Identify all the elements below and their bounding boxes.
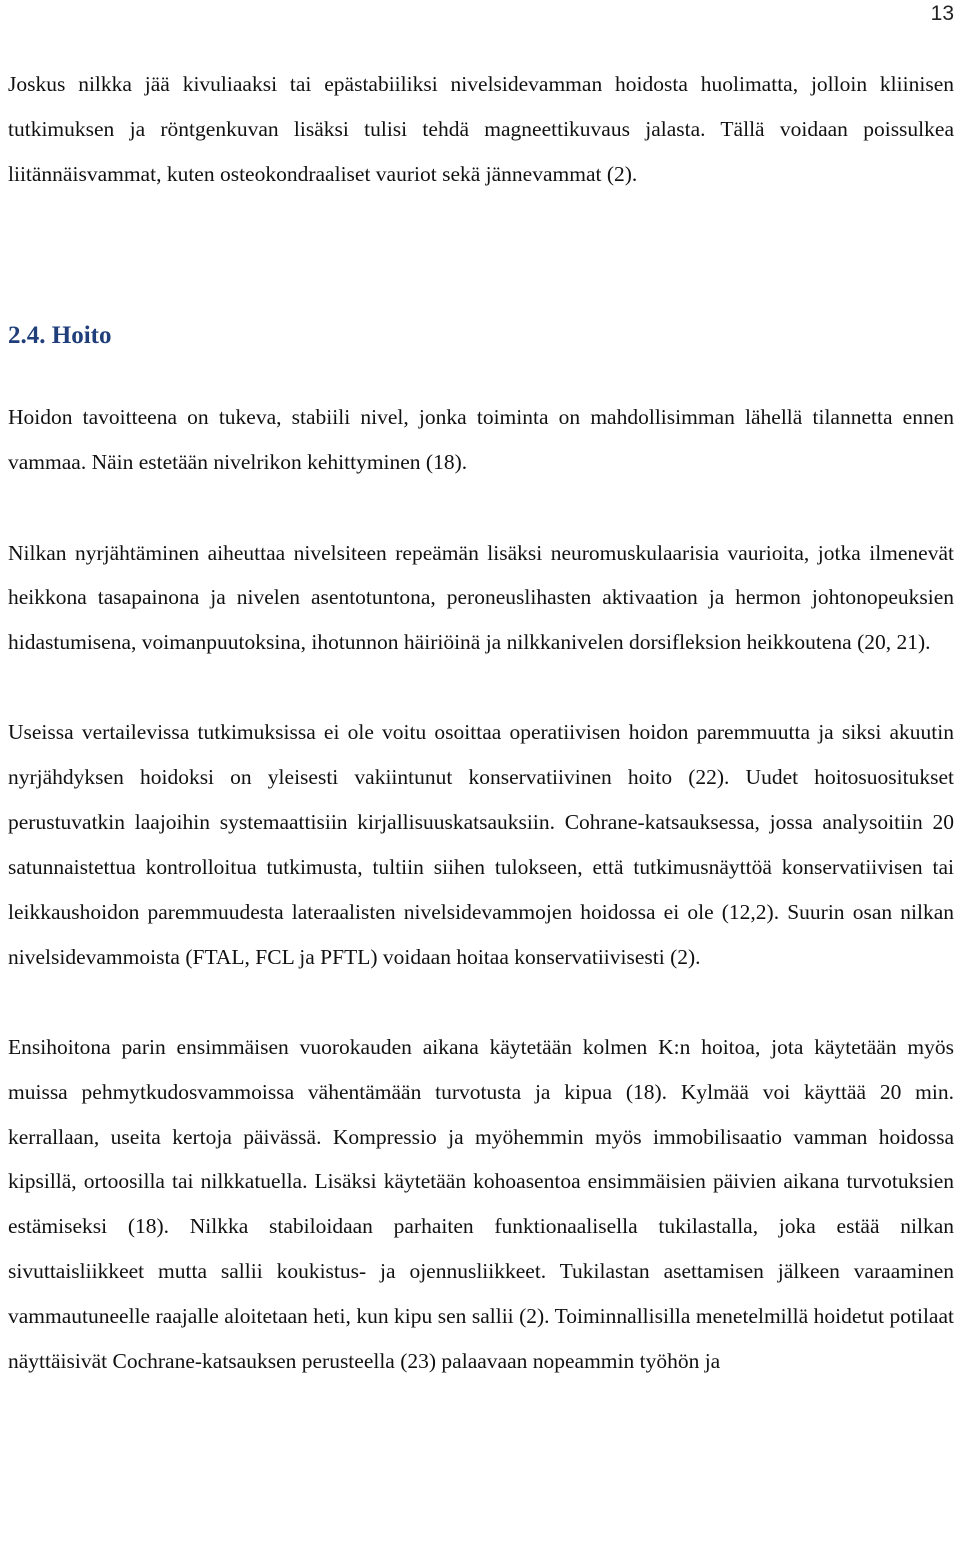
paragraph-conservative-treatment: Useissa vertailevissa tutkimuksissa ei ole voitu osoittaa operatiivisen hoidon paremmuutta ja siksi akuutin nyrjähdyksen hoidoksi on yleisesti vakiintunut konservatiivinen hoito (22). Uudet hoitosuositukset perustuvatkin laajoihin systemaattisiin kirjallisuuskatsauksiin. Cohrane-katsauksessa, jossa analysoitiin 20 satunnaistettua kontrolloitua tutkimusta, tultiin siihen tulokseen, että tutkimusnäyttöä konservatiivisen tai leikkaushoidon paremmuudesta lateraalisten nivelsidevammojen hoidossa ei ole (12,2). Suurin osan nilkan nivelsidevammoista (FTAL, FCL ja PFTL) voidaan hoitaa konservatiivisesti (2). bbox=[8, 720, 954, 969]
paragraph-neuromuscular-damage: Nilkan nyrjähtäminen aiheuttaa nivelsiteen repeämän lisäksi neuromuskulaarisia vaurioita, jotka ilmenevät heikkona tasapainona ja nivelen asentotuntona, peroneuslihasten aktivaation ja hermon johtonopeuksien hidastumisena, voimanpuutoksina, ihotunnon häiriöinä ja nilkkanivelen dorsifleksion heikkoutena (20, 21). bbox=[8, 540, 954, 655]
paragraph-first-aid: Ensihoitona parin ensimmäisen vuorokauden aikana käytetään kolmen K:n hoitoa, jota käytetään myös muissa pehmytkudosvammoissa vähentämään turvotusta ja kipua (18). Kylmää voi käyttää 20 min. kerrallaan, useita kertoja päivässä. Kompressio ja myöhemmin myös immobilisaatio vamman hoidossa kipsillä, ortoosilla tai nilkkatuella. Lisäksi käytetään kohoasentoa ensimmäisien päivien aikana turvotuksien estämiseksi (18). Nilkka stabiloidaan parhaiten funktionaalisella tukilastalla, joka estää nilkan sivuttaisliikkeet mutta sallii koukistus- ja ojennusliikkeet. Tukilastan asettamisen jälkeen varaaminen vammautuneelle raajalle aloitetaan heti, kun kipu sen sallii (2). Toiminnallisilla menetelmillä hoidetut potilaat näyttäisivät Cochrane-katsauksen perusteella (23) palaavaan nopeammin työhön ja bbox=[8, 1034, 954, 1374]
section-heading: 2.4. Hoito bbox=[8, 321, 112, 349]
paragraph-treatment-goal: Hoidon tavoitteena on tukeva, stabiili nivel, jonka toiminta on mahdollisimman lähellä tilannetta ennen vammaa. Näin estetään nivelrikon kehittyminen (18). bbox=[8, 404, 954, 474]
page-number: 13 bbox=[930, 2, 954, 25]
document-body bbox=[8, 62, 954, 1384]
paragraph-mri: Joskus nilkka jää kivuliaaksi tai epästabiiliksi nivelsidevamman hoidosta huolimatta, jolloin kliinisen tutkimuksen ja röntgenkuvan lisäksi tulisi tehdä magneettikuvaus jalasta. Tällä voidaan poissulkea liitännäisvammat, kuten osteokondraaliset vauriot sekä jännevammat (2). bbox=[8, 72, 954, 186]
